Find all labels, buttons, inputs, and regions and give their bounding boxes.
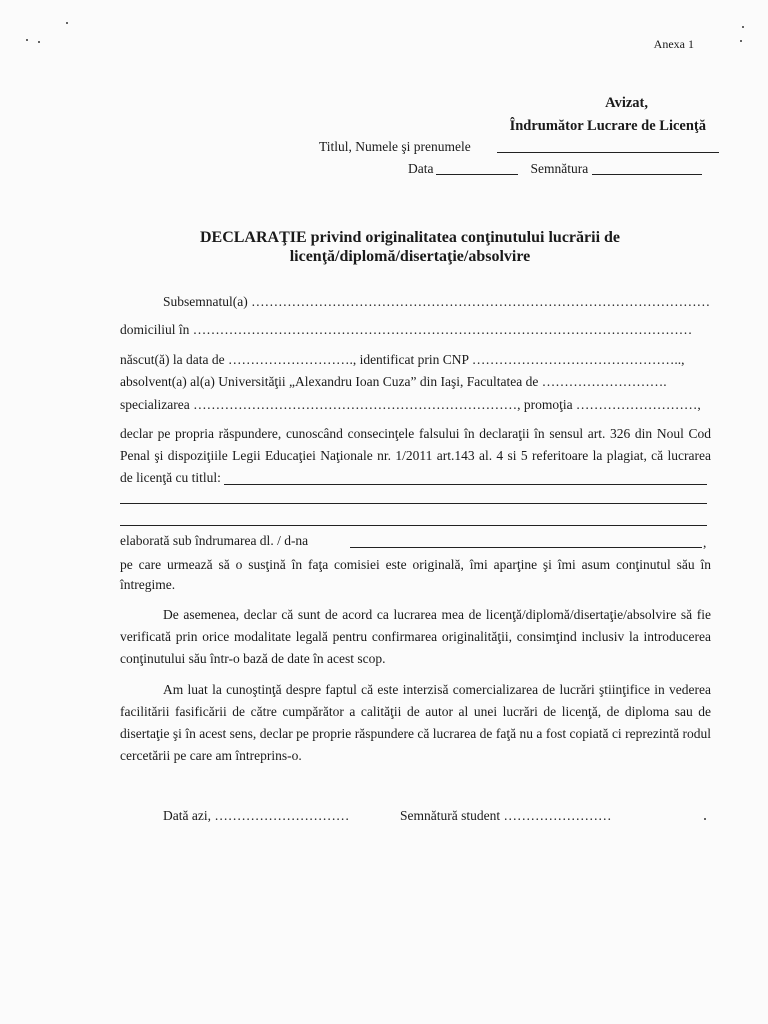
sustina-line-1: pe care urmează să o susţină în faţa comisiei este originală, îmi aparţine şi îmi asum conţinutul său în	[120, 557, 711, 572]
field-subsemnatul[interactable]: Subsemnatul(a) …………………………………………………………………………………………	[163, 294, 711, 309]
field-domiciliul[interactable]: domiciliul în …………………………………………………………………………………………………	[120, 322, 693, 337]
scan-speck	[66, 22, 68, 24]
field-specializarea[interactable]: specializarea ………………………………………………………………, promoţia ………………………,	[120, 397, 701, 412]
supervisor-name-line[interactable]	[497, 151, 719, 153]
declaration-title-line1: DECLARAŢIE privind originalitatea conţinutului lucrării de	[199, 229, 621, 246]
thesis-title-line[interactable]	[120, 503, 707, 504]
scan-speck	[740, 40, 742, 42]
supervisor-date-label: Data	[408, 161, 434, 176]
declaration-title	[150, 228, 670, 266]
paragraph-consent-line-3: conţinutului său într-o bază de date în acest scop.	[120, 651, 386, 666]
declar-line-2: Penal şi dispoziţiile Legii Educaţiei Naţionale nr. 1/2011 art.143 al. 4 si 5 referitoare la plagiat, că lucrarea	[120, 448, 711, 463]
scan-speck	[26, 39, 28, 41]
declar-line-1: declar pe propria răspundere, cunoscând consecinţele falsului în declaraţii în sensul art. 326 din Noul Cod	[120, 426, 711, 441]
elaborata-label: elaborată sub îndrumarea dl. / d-na	[120, 533, 309, 548]
declar-line-3: de licenţă cu titlul:	[120, 470, 221, 485]
declaration-title-line2: licenţă/diplomă/disertaţie/absolvire	[289, 248, 531, 265]
student-signature-field[interactable]: Semnătură student ……………………	[400, 808, 612, 823]
paragraph-commerce-line-1: Am luat la cunoştinţă despre faptul că este interzisă comercializarea de lucrări ştiinţifice in vederea	[163, 682, 711, 697]
scan-speck	[38, 41, 40, 43]
approval-subtitle: Îndrumător Lucrare de Licenţă	[509, 118, 706, 134]
supervisor-name-row	[319, 139, 719, 155]
paragraph-commerce-line-2: facilitării fasificării de către cumpărător a calităţii de autor al unei lucrări de licenţă, de diploma sau de	[120, 704, 711, 719]
scan-speck	[742, 26, 744, 28]
field-absolvent[interactable]: absolvent(a) al(a) Universităţii „Alexandru Ioan Cuza” din Iaşi, Facultatea de ……………………….	[120, 374, 667, 389]
paragraph-consent-line-2: verificată prin orice modalitate legală pentru confirmarea originalităţii, consimţind inclusiv la introducerea	[120, 629, 711, 644]
annex-label: Anexa 1	[653, 37, 694, 51]
supervisor-field-line[interactable]	[350, 547, 702, 548]
date-today-field[interactable]: Dată azi, …………………………	[163, 808, 350, 823]
sustina-line-2: întregime.	[120, 577, 176, 592]
supervisor-date-line[interactable]	[436, 173, 518, 175]
supervisor-signature-label: Semnătura	[530, 161, 589, 176]
paragraph-consent-line-1: De asemenea, declar că sunt de acord ca lucrarea mea de licenţă/diplomă/disertaţie/absolvire să fie	[163, 607, 711, 622]
paragraph-commerce-line-3: disertaţie şi în acest sens, declar pe proprie răspundere că lucrarea de faţă nu a fost copiată ci reprezintă rodul	[120, 726, 711, 741]
supervisor-date-row	[408, 161, 702, 177]
comma-mark: ,	[703, 535, 707, 550]
field-nascut[interactable]: născut(ă) la data de ………………………., identificat prin CNP ………………………………………..,	[120, 352, 685, 367]
supervisor-signature-line[interactable]	[592, 173, 702, 175]
supervisor-name-label: Titlul, Numele şi prenumele	[319, 139, 471, 154]
approval-title: Avizat,	[605, 95, 648, 111]
thesis-title-line[interactable]	[224, 484, 707, 485]
scan-speck	[704, 818, 706, 820]
thesis-title-line[interactable]	[120, 525, 707, 526]
paragraph-commerce-line-4: cercetării pe care am întreprins-o.	[120, 748, 302, 763]
